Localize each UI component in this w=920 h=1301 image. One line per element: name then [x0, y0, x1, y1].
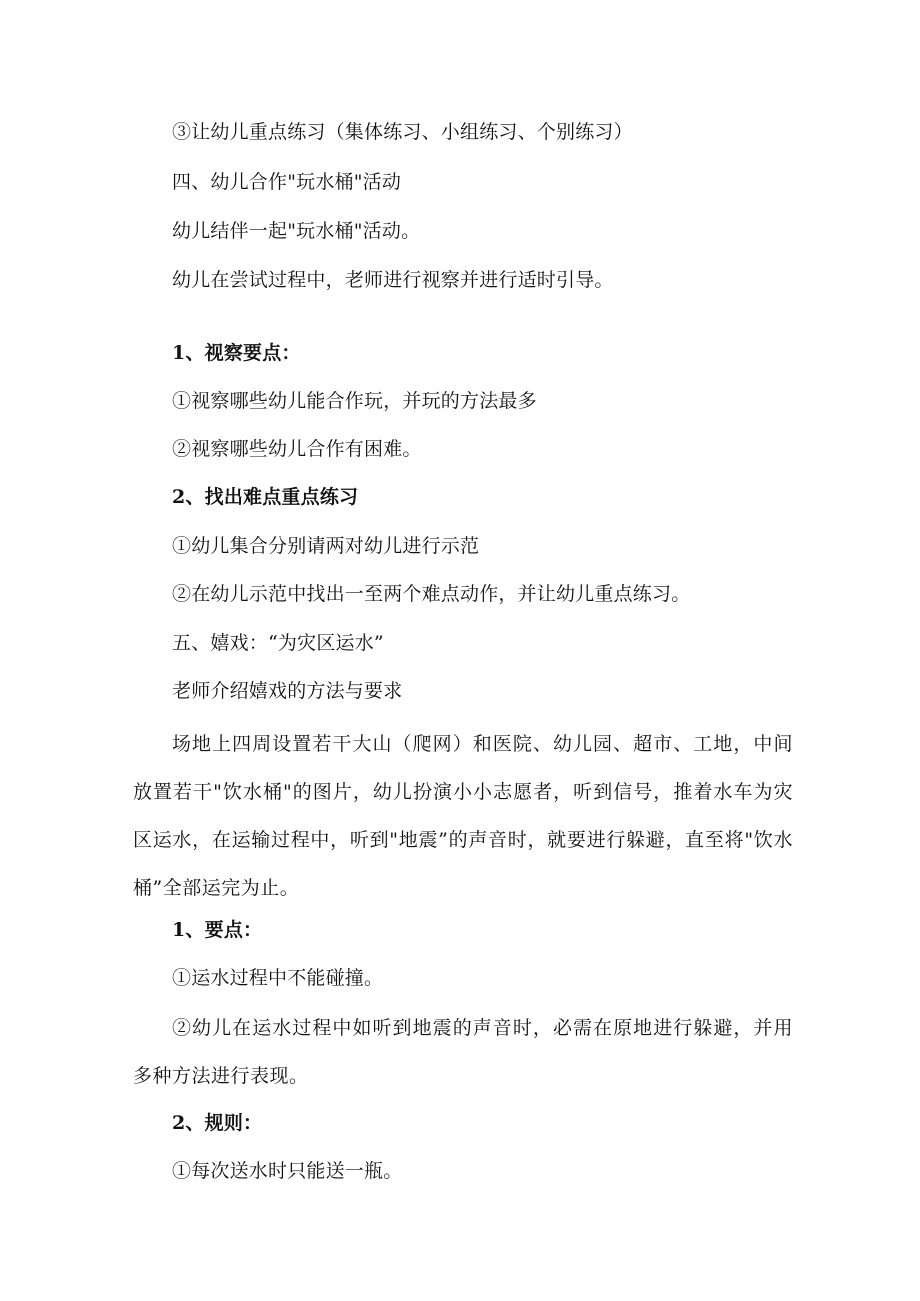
game-description-paragraph: 场地上四周设置若干大山（爬网）和医院、幼儿园、超市、工地，中间放置若干"饮水桶"的图片，幼儿扮演小小志愿者，听到信号，推着水车为灾区运水，在运输过程中，听到"地震”的声音时，就要进行躲避，直至将"饮水桶”全部运完为止。 [133, 733, 793, 899]
partner-activity-text: 幼儿结伴一起"玩水桶"活动。 [172, 220, 421, 242]
section-five-heading: 五、嬉戏：“为灾区运水” [172, 632, 384, 654]
observation-points-heading: 1、视察要点： [172, 342, 301, 364]
step-3-focus-practice: ③让幼儿重点练习（集体练习、小组练习、个别练习） [172, 121, 633, 143]
teacher-observation-text: 幼儿在尝试过程中，老师进行视察并进行适时引导。 [172, 269, 614, 291]
section-four-heading: 四、幼儿合作"玩水桶"活动 [172, 171, 402, 193]
difficulty-practice-heading: 2、找出难点重点练习 [172, 486, 359, 508]
difficulty-step-2: ②在幼儿示范中找出一至两个难点动作，并让幼儿重点练习。 [172, 583, 691, 605]
game-key-points-heading: 1、要点： [172, 919, 263, 941]
difficulty-step-1: ①幼儿集合分别请两对幼儿进行示范 [172, 535, 480, 557]
game-key-point-1: ①运水过程中不能碰撞。 [172, 967, 384, 989]
observation-point-2: ②视察哪些幼儿合作有困难。 [172, 438, 422, 460]
game-introduction-text: 老师介绍嬉戏的方法与要求 [172, 680, 403, 702]
game-key-point-2-paragraph: ②幼儿在运水过程中如听到地震的声音时，必需在原地进行躲避，并用多种方法进行表现。 [133, 1017, 793, 1087]
game-rules-heading: 2、规则： [172, 1112, 263, 1134]
observation-point-1: ①视察哪些幼儿能合作玩，并玩的方法最多 [172, 390, 537, 412]
game-rule-1: ①每次送水时只能送一瓶。 [172, 1160, 403, 1182]
